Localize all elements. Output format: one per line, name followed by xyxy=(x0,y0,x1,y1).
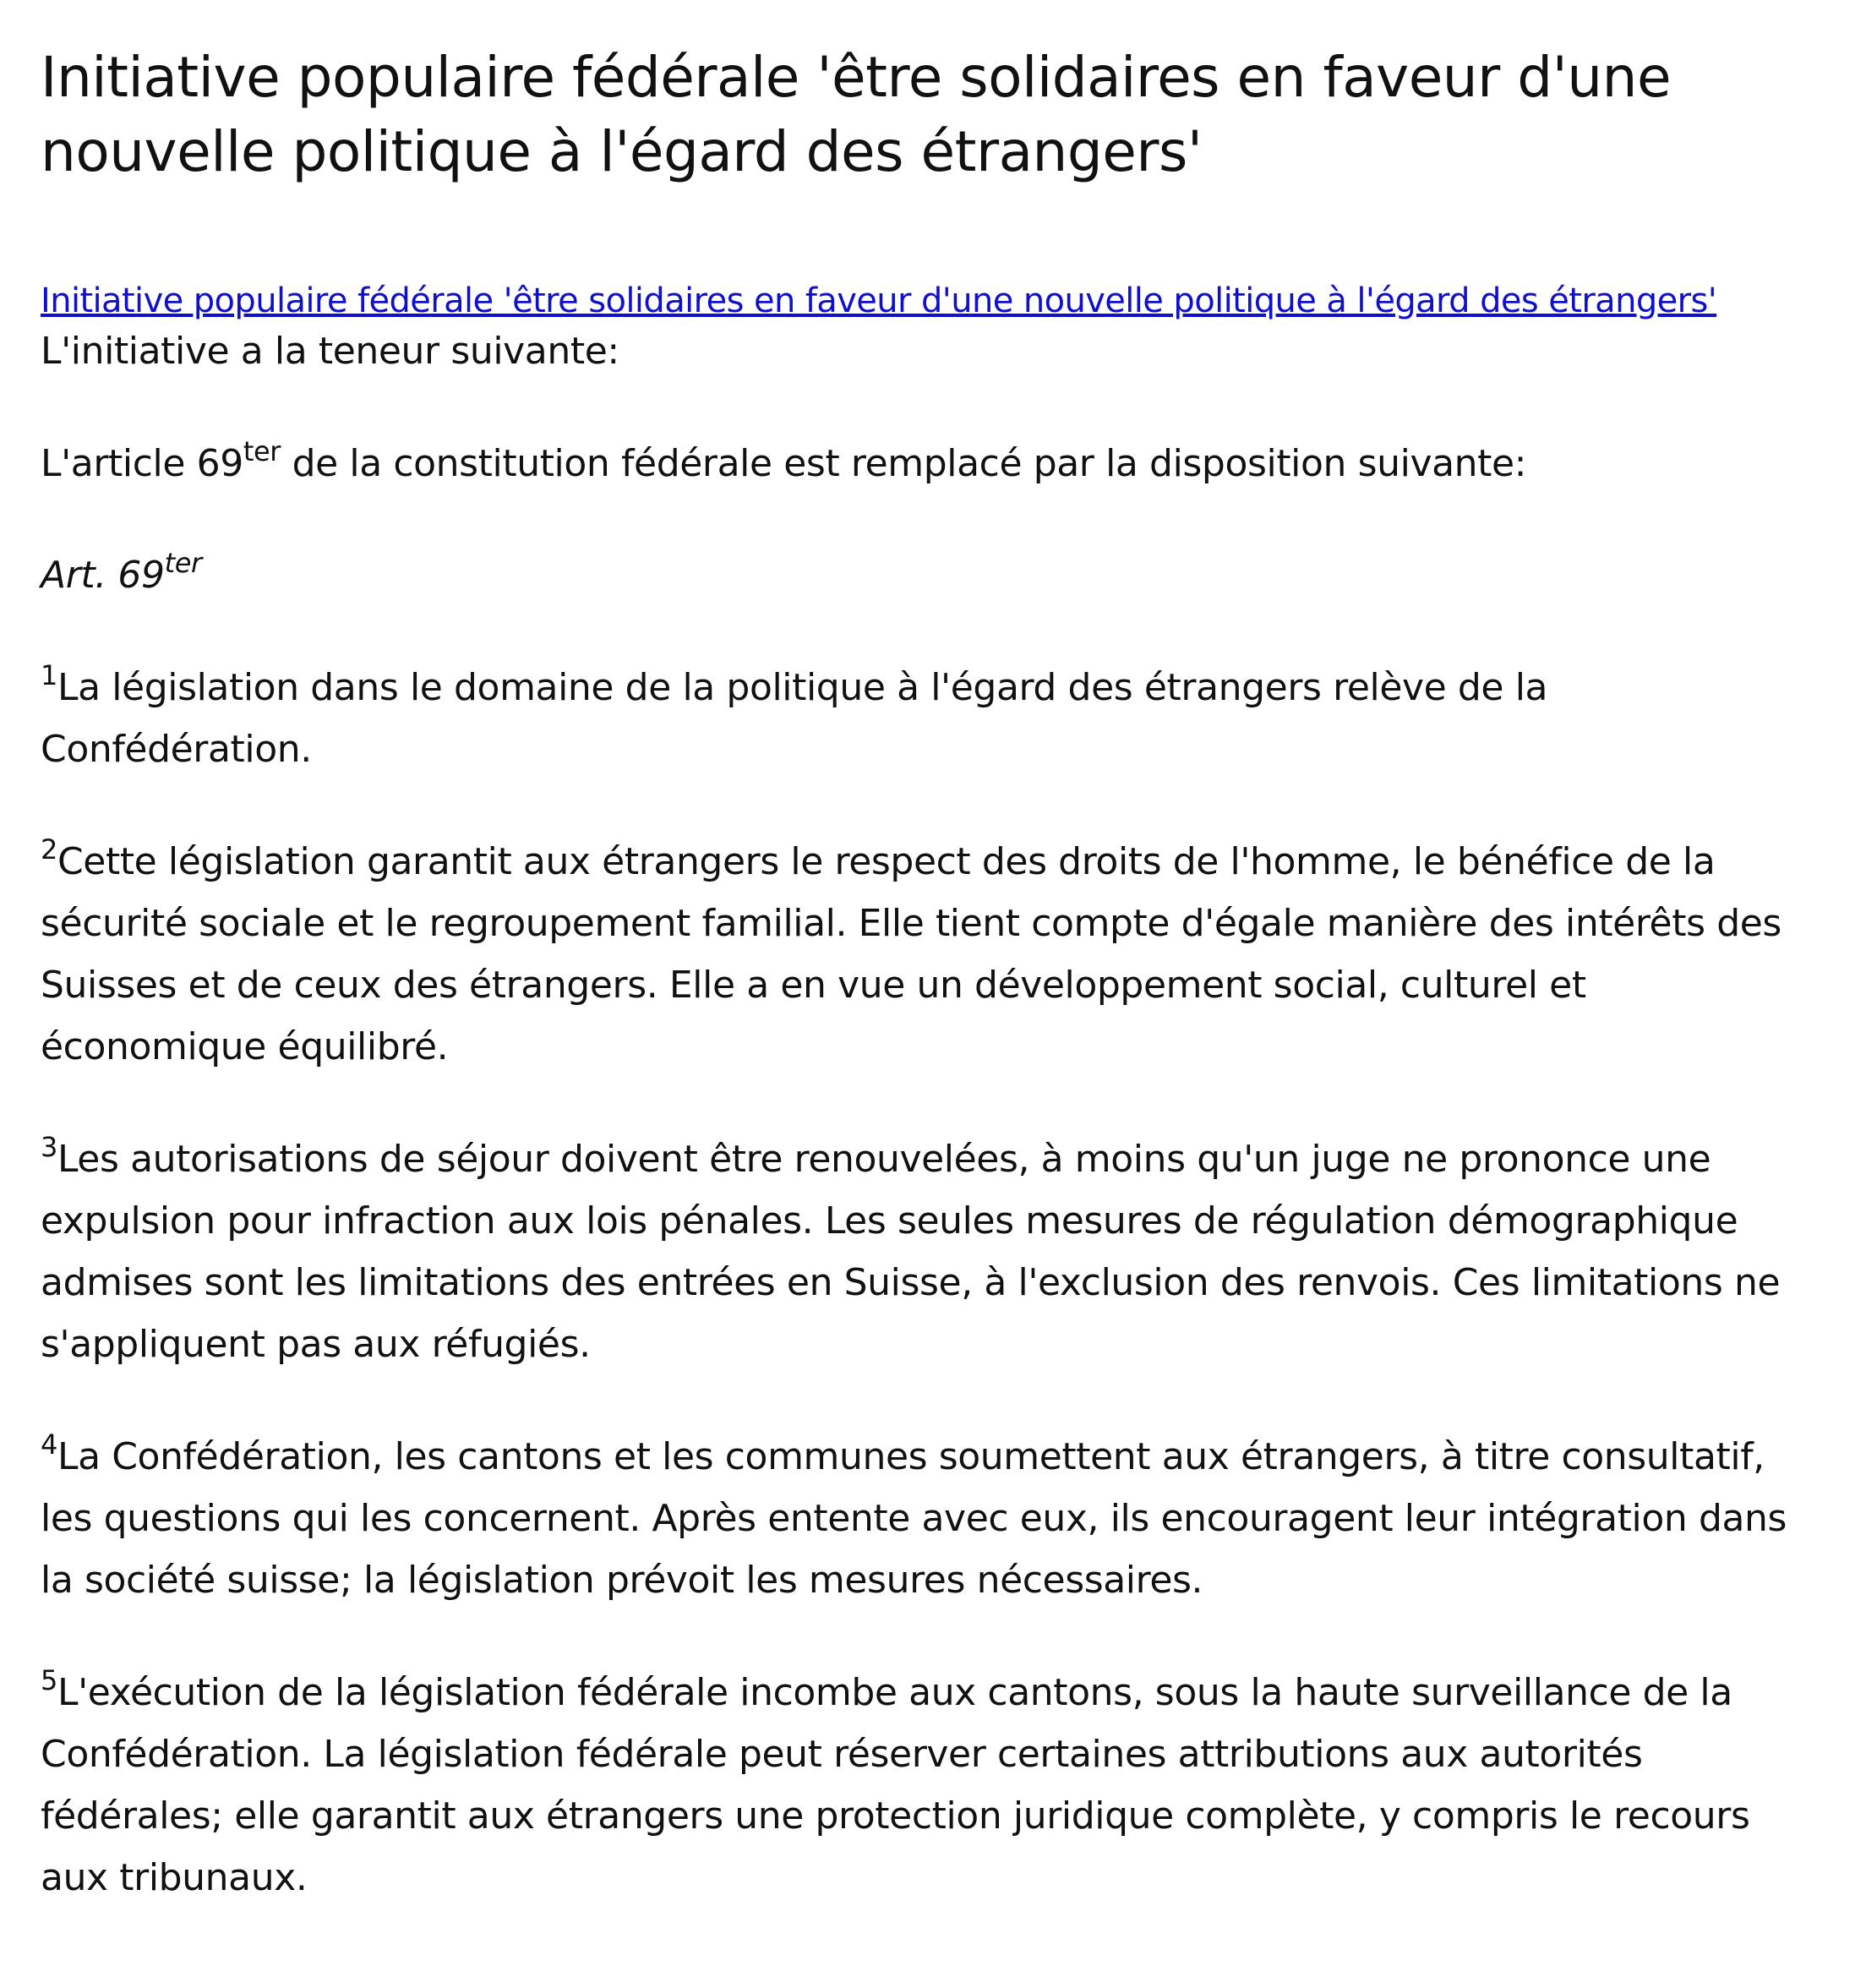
clause-2 xyxy=(41,831,1815,1078)
clause-4 xyxy=(41,1426,1815,1611)
clause-number: 5 xyxy=(41,1664,57,1697)
clause-1 xyxy=(41,657,1815,780)
article-heading-sup: ter xyxy=(164,547,202,580)
document-page xyxy=(41,0,1815,1909)
clause-number: 1 xyxy=(41,659,57,692)
clause-number: 4 xyxy=(41,1428,57,1461)
clause-number: 3 xyxy=(41,1131,57,1164)
clause-text: Les autorisations de séjour doivent être renouvelées, à moins qu'un juge ne prononce une expulsion pour infraction aux lois pénales. Les seules mesures de régulation démographique admises sont les limitations des entrées en Suisse, à l'exclusion des renvois. Ces limitations ne s'appliquent pas aux réfugiés. xyxy=(41,1138,1781,1366)
clause-text: La Confédération, les cantons et les communes soumettent aux étrangers, à titre consultatif, les questions qui les concernent. Après entente avec eux, ils encouragent leur intégration dans la société suisse; la législation prévoit les mesures nécessaires. xyxy=(41,1435,1787,1602)
clause-text: La législation dans le domaine de la politique à l'égard des étrangers relève de la Confédération. xyxy=(41,666,1548,771)
clause-text: Cette législation garantit aux étrangers le respect des droits de l'homme, le bénéfice de la sécurité sociale et le regroupement familial. Elle tient compte d'égale manière des intérêts des Suisses et de ceux des étrangers. Elle a en vue un développement social, culturel et économique équilibré. xyxy=(41,840,1781,1068)
article-heading xyxy=(41,545,1815,606)
replacement-line-sup: ter xyxy=(243,435,281,468)
clause-3 xyxy=(41,1128,1815,1375)
replacement-line-after: de la constitution fédérale est remplacé par la disposition suivante: xyxy=(281,442,1527,485)
clause-text: L'exécution de la législation fédérale incombe aux cantons, sous la haute surveillance de la Confédération. La législation fédérale peut réserver certaines attributions aux autorités fédérales; elle garantit aux étrangers une protection juridique complète, y compris le recours aux tribunaux. xyxy=(41,1671,1750,1899)
clause-5 xyxy=(41,1662,1815,1909)
page-title: Initiative populaire fédérale 'être solidaires en faveur d'une nouvelle politique à l'égard des étrangers' xyxy=(41,45,1672,184)
clause-number: 2 xyxy=(41,833,57,866)
replacement-line xyxy=(41,433,1815,494)
source-link[interactable]: Initiative populaire fédérale 'être solidaires en faveur d'une nouvelle politique à l'égard des étrangers' xyxy=(41,281,1717,320)
article-heading-text: Art. 69 xyxy=(41,554,165,597)
intro-text: L'initiative a la teneur suivante: xyxy=(41,330,619,373)
replacement-line-before: L'article 69 xyxy=(41,442,243,485)
